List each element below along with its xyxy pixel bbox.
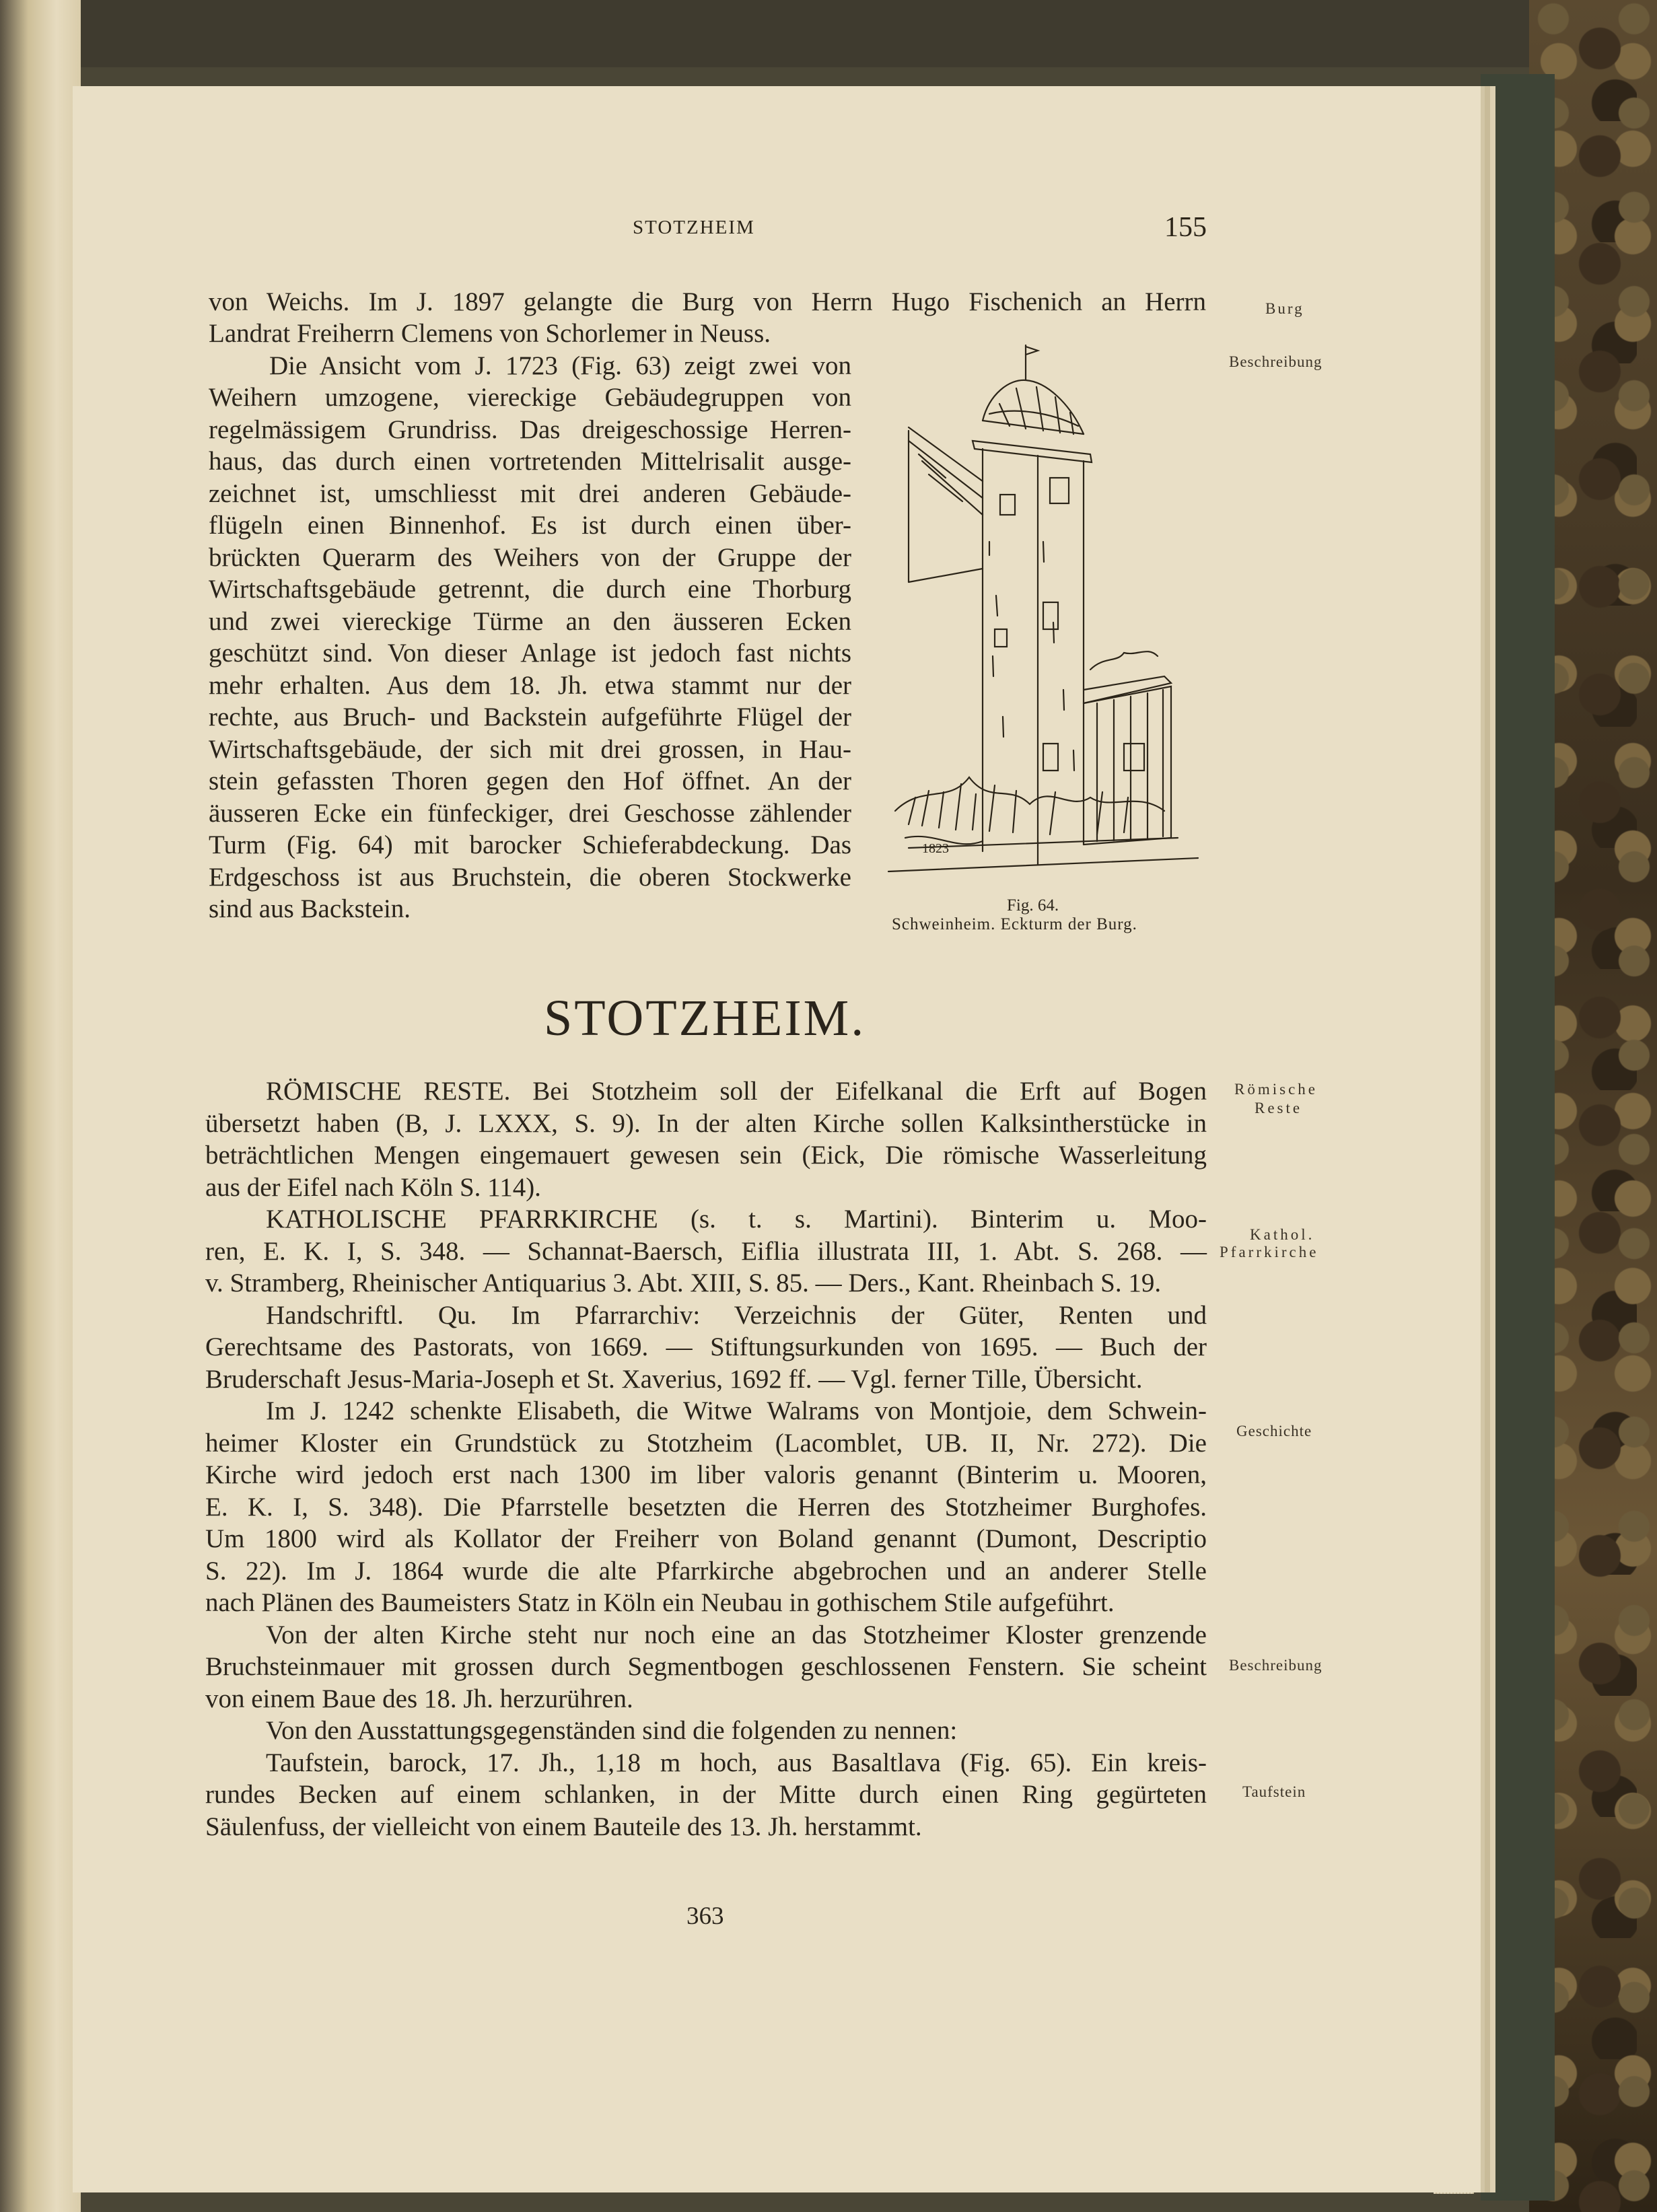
text-line: S. 22). Im J. 1864 wurde die alte Pfarrkirche abgebrochen und an anderer Stelle — [205, 1556, 1207, 1585]
text-line: Von der alten Kirche steht nur noch eine an das Stotzheimer Kloster grenzende — [266, 1620, 1207, 1649]
margin-note-beschreibung-2: Beschreibung — [1229, 1657, 1323, 1674]
text-line: geschützt sind. Von dieser Anlage ist jedoch fast nichts — [209, 639, 851, 668]
text-line: Taufstein, barock, 17. Jh., 1,18 m hoch, aus Basaltlava (Fig. 65). Ein kreis- — [266, 1748, 1207, 1777]
binding-top — [0, 0, 1657, 67]
text-line: Von den Ausstattungsgegenständen sind die folgenden zu nennen: — [266, 1716, 958, 1745]
text-line: regelmässigem Grundriss. Das dreigeschossige Herren- — [209, 415, 851, 444]
margin-note-geschichte: Geschichte — [1236, 1423, 1312, 1439]
section-stotzheim-text — [205, 1075, 1207, 1843]
text-line: sind aus Backstein. — [209, 894, 411, 923]
page-number: 155 — [1164, 212, 1207, 243]
text-line: rundes Becken auf einem schlanken, in der Mitte durch einen Ring gegürteten — [205, 1780, 1207, 1809]
drawing-date-mark: 1823 — [922, 841, 949, 856]
text-line: Kirche wird jedoch erst nach 1300 im liber valoris genannt (Binterim u. Mooren, — [205, 1460, 1207, 1489]
text-line: nach Plänen des Baumeisters Statz in Köln ein Neubau in gothischem Stile aufgeführt. — [205, 1588, 1115, 1617]
section-heading: STOTZHEIM. — [544, 990, 866, 1046]
text-line: Im J. 1242 schenkte Elisabeth, die Witwe Walrams von Montjoie, dem Schwein- — [266, 1396, 1207, 1425]
text-line: Erdgeschoss ist aus Bruchstein, die oberen Stockwerke — [209, 862, 851, 892]
paragraph-burg-first-line — [209, 286, 1206, 318]
text-line: mehr erhalten. Aus dem 18. Jh. etwa stammt nur der — [209, 670, 851, 700]
margin-note-roemische: Römische — [1234, 1081, 1318, 1098]
text-line: Wirtschaftsgebäude, der sich mit drei grossen, in Hau- — [209, 734, 851, 764]
text-line: Die Ansicht vom J. 1723 (Fig. 63) zeigt zwei von — [269, 351, 851, 380]
text-line: Bruchsteinmauer mit grossen durch Segmentbogen geschlossenen Fenstern. Sie scheint — [205, 1652, 1207, 1681]
figure-eckturm — [882, 340, 1205, 885]
text-line: heimer Kloster ein Grundstück zu Stotzheim (Lacomblet, UB. II, Nr. 272). Die — [205, 1428, 1207, 1458]
text-line: Handschriftl. Qu. Im Pfarrarchiv: Verzeichnis der Güter, Renten und — [266, 1300, 1207, 1330]
text-line: Landrat Freiherrn Clemens von Schorlemer in Neuss. — [209, 319, 771, 348]
text-line: haus, das durch einen vortretenden Mittelrisalit ausge- — [209, 447, 851, 476]
figure-label: Fig. 64. — [1007, 896, 1059, 915]
text-line: Gerechtsame des Pastorats, von 1669. — Stiftungsurkunden von 1695. — Buch der — [205, 1332, 1207, 1361]
text-line: rechte, aus Bruch- und Backstein aufgeführte Flügel der — [209, 703, 851, 732]
margin-note-burg: Burg — [1265, 300, 1304, 317]
text-line: Säulenfuss, der vielleicht von einem Bauteile des 13. Jh. herstammt. — [205, 1812, 922, 1841]
tower-illustration — [882, 340, 1205, 885]
text-line: RÖMISCHE RESTE. Bei Stotzheim soll der Eifelkanal die Erft auf Bogen — [266, 1077, 1207, 1106]
text-line: beträchtlichen Mengen eingemauert gewesen sein (Eick, Die römische Wasserleitung — [205, 1141, 1207, 1170]
left-page-edge — [0, 0, 81, 2212]
text-line: und zwei viereckige Türme an den äusseren Ecken — [209, 606, 851, 636]
margin-note-kathol: Kathol. — [1250, 1226, 1315, 1243]
text-line: aus der Eifel nach Köln S. 114). — [205, 1172, 541, 1202]
text-line: Bruderschaft Jesus-Maria-Joseph et St. Xaverius, 1692 ff. — Vgl. ferner Tille, Übersicht. — [205, 1364, 1143, 1394]
text-line: KATHOLISCHE PFARRKIRCHE (s. t. s. Martini). Binterim u. Moo- — [266, 1205, 1207, 1234]
text-line: v. Stramberg, Rheinischer Antiquarius 3. Abt. XIII, S. 85. — Ders., Kant. Rheinbach S. 19. — [205, 1269, 1162, 1297]
margin-note-taufstein: Taufstein — [1242, 1783, 1306, 1800]
running-title: STOTZHEIM — [633, 217, 755, 238]
text-line: flügeln einen Binnenhof. Es ist durch einen über- — [209, 511, 851, 540]
text-line: Um 1800 wird als Kollator der Freiherr von Boland genannt (Dumont, Descriptio — [205, 1524, 1207, 1553]
text-line: zeichnet ist, umschliesst mit drei anderen Gebäude- — [209, 478, 851, 508]
text-line: Wirtschaftsgebäude getrennt, die durch eine Thorburg — [209, 575, 851, 604]
text-line: brückten Querarm des Weihers von der Gruppe der — [209, 542, 851, 572]
text-line: von einem Baue des 18. Jh. herzurühren. — [205, 1684, 633, 1713]
text-line: ren, E. K. I, S. 348. — Schannat-Baersch, Eiflia illustrata III, 1. Abt. S. 268. — — [205, 1236, 1207, 1266]
text-line: von Weichs. Im J. 1897 gelangte die Burg von Herrn Hugo Fischenich an Herrn — [209, 287, 1206, 316]
text-line: E. K. I, S. 348). Die Pfarrstelle besetzten die Herren des Stotzheimer Burghofes. — [205, 1492, 1207, 1522]
text-line: übersetzt haben (B, J. LXXX, S. 9). In der alten Kirche sollen Kalksintherstücke in — [205, 1108, 1207, 1138]
margin-note-beschreibung: Beschreibung — [1229, 353, 1323, 370]
paragraph-burg — [209, 318, 851, 925]
text-line: Turm (Fig. 64) mit barocker Schieferabdeckung. Das — [209, 830, 851, 859]
margin-note-reste: Reste — [1255, 1100, 1303, 1116]
cover-edge — [1481, 74, 1555, 2201]
text-line: Weihern umzogene, viereckige Gebäudegruppen von — [209, 383, 851, 412]
margin-note-pfarrkirche: Pfarrkirche — [1220, 1244, 1319, 1260]
text-line: äusseren Ecke ein fünfeckiger, drei Geschosse zählender — [209, 798, 851, 828]
text-line: stein gefassten Thoren gegen den Hof öffnet. An der — [209, 766, 851, 795]
figure-caption: Schweinheim. Eckturm der Burg. — [892, 915, 1137, 933]
sheet-number: 363 — [686, 1902, 724, 1930]
